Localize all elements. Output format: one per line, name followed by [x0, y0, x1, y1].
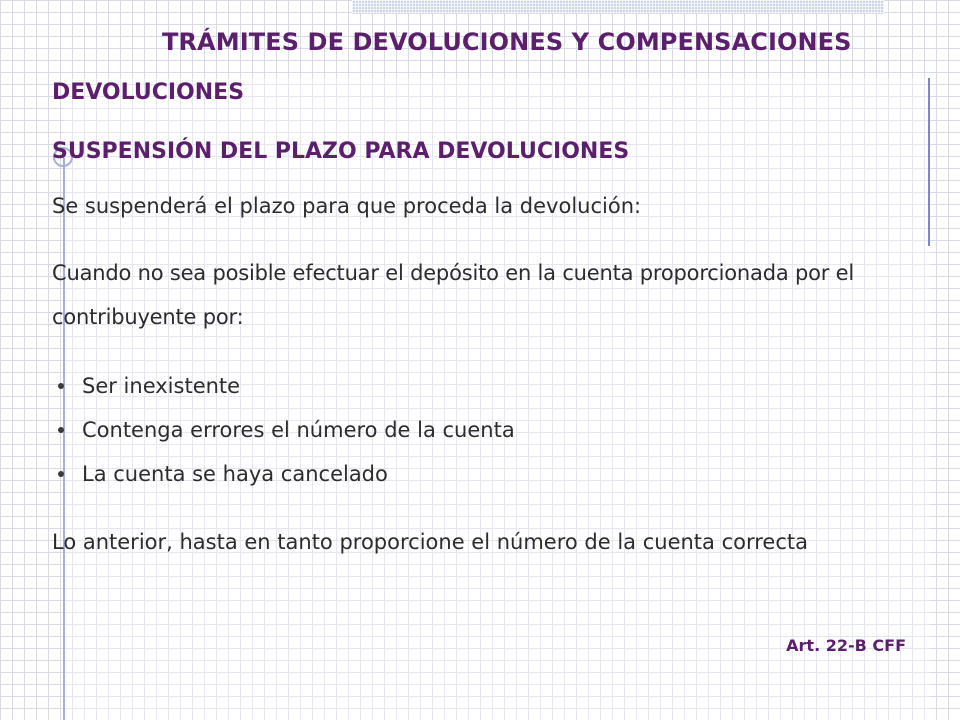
intro-text: Se suspenderá el plazo para que proceda la devolución: — [52, 194, 642, 218]
list-item — [52, 364, 515, 408]
condition-text: Cuando no sea posible efectuar el depósito en la cuenta proporcionada por el contribuyente por: — [52, 261, 855, 329]
bullet-text: Contenga errores el número de la cuenta — [82, 418, 515, 442]
bullet-icon — [58, 471, 64, 477]
list-item — [52, 408, 515, 452]
slide-title: TRÁMITES DE DEVOLUCIONES Y COMPENSACIONES — [162, 28, 852, 56]
section-heading: DEVOLUCIONES — [52, 80, 245, 105]
decorative-band — [352, 0, 884, 14]
bullet-text: La cuenta se haya cancelado — [82, 462, 388, 486]
list-item — [52, 452, 515, 496]
bullet-icon — [58, 383, 64, 389]
bullet-list — [52, 364, 515, 496]
right-accent-line — [928, 78, 930, 246]
subsection-heading: SUSPENSIÓN DEL PLAZO PARA DEVOLUCIONES — [52, 139, 630, 164]
bullet-text: Ser inexistente — [82, 374, 241, 398]
legal-reference: Art. 22-B CFF — [786, 636, 906, 655]
note-text: Lo anterior, hasta en tanto proporcione el número de la cuenta correcta — [52, 530, 808, 554]
bullet-icon — [58, 427, 64, 433]
